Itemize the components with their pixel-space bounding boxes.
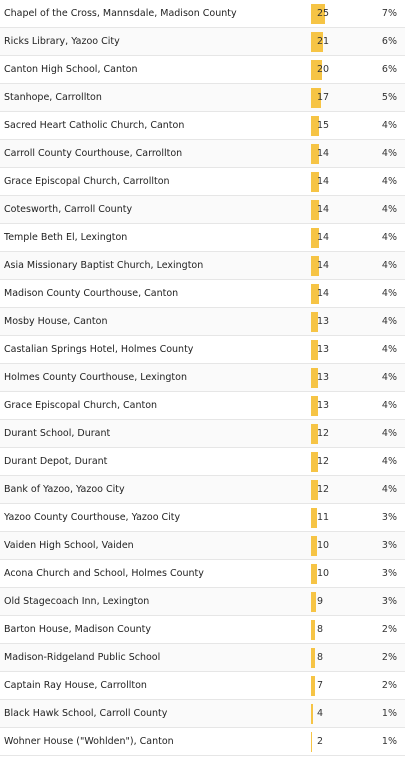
percent-value: 3% xyxy=(381,540,397,551)
count-value: 11 xyxy=(317,512,330,523)
location-name[interactable]: Vaiden High School, Vaiden xyxy=(4,540,134,551)
location-name[interactable]: Carroll County Courthouse, Carrollton xyxy=(4,148,183,159)
percent-value: 2% xyxy=(381,624,397,635)
table-row[interactable] xyxy=(0,0,405,28)
percent-value: 4% xyxy=(381,148,397,159)
count-value: 4 xyxy=(317,708,324,719)
location-name[interactable]: Cotesworth, Carroll County xyxy=(4,204,133,215)
count-bar-cell xyxy=(311,560,367,588)
percent-value: 4% xyxy=(381,120,397,131)
location-name[interactable]: Castalian Springs Hotel, Holmes County xyxy=(4,344,194,355)
count-bar-cell xyxy=(311,56,367,84)
table-row[interactable] xyxy=(0,28,405,56)
table-row[interactable] xyxy=(0,532,405,560)
table-row[interactable] xyxy=(0,420,405,448)
percent-value: 6% xyxy=(381,36,397,47)
count-value: 13 xyxy=(317,316,330,327)
count-bar-cell xyxy=(311,728,367,756)
count-value: 13 xyxy=(317,372,330,383)
table-row[interactable] xyxy=(0,448,405,476)
table-row[interactable] xyxy=(0,364,405,392)
percent-value: 4% xyxy=(381,316,397,327)
count-value: 21 xyxy=(317,36,330,47)
count-bar-cell xyxy=(311,28,367,56)
table-row[interactable] xyxy=(0,644,405,672)
location-name[interactable]: Acona Church and School, Holmes County xyxy=(4,568,204,579)
count-value: 14 xyxy=(317,148,330,159)
table-row[interactable] xyxy=(0,280,405,308)
count-bar-cell xyxy=(311,112,367,140)
count-bar-cell xyxy=(311,504,367,532)
table-row[interactable] xyxy=(0,700,405,728)
table-row[interactable] xyxy=(0,140,405,168)
count-bar xyxy=(311,704,313,724)
count-bar-cell xyxy=(311,616,367,644)
location-name[interactable]: Madison County Courthouse, Canton xyxy=(4,288,179,299)
table-row[interactable] xyxy=(0,504,405,532)
count-value: 13 xyxy=(317,344,330,355)
table-row[interactable] xyxy=(0,168,405,196)
count-bar xyxy=(311,620,315,640)
count-value: 9 xyxy=(317,596,324,607)
location-name[interactable]: Old Stagecoach Inn, Lexington xyxy=(4,596,150,607)
count-bar xyxy=(311,676,315,696)
location-name[interactable]: Holmes County Courthouse, Lexington xyxy=(4,372,187,383)
location-name[interactable]: Sacred Heart Catholic Church, Canton xyxy=(4,120,185,131)
count-value: 20 xyxy=(317,64,330,75)
count-bar-cell xyxy=(311,168,367,196)
percent-value: 1% xyxy=(381,736,397,747)
table-row[interactable] xyxy=(0,112,405,140)
percent-value: 4% xyxy=(381,204,397,215)
percent-value: 4% xyxy=(381,260,397,271)
table-row[interactable] xyxy=(0,392,405,420)
percent-value: 3% xyxy=(381,568,397,579)
percent-value: 4% xyxy=(381,288,397,299)
count-value: 14 xyxy=(317,176,330,187)
count-bar-cell xyxy=(311,84,367,112)
count-value: 10 xyxy=(317,540,330,551)
count-bar-cell xyxy=(311,252,367,280)
count-value: 14 xyxy=(317,204,330,215)
count-bar-cell xyxy=(311,280,367,308)
table-row[interactable] xyxy=(0,560,405,588)
count-bar-cell xyxy=(311,140,367,168)
percent-value: 2% xyxy=(381,652,397,663)
table-row[interactable] xyxy=(0,672,405,700)
percent-value: 6% xyxy=(381,64,397,75)
percent-value: 5% xyxy=(381,92,397,103)
count-bar-cell xyxy=(311,224,367,252)
table-row[interactable] xyxy=(0,616,405,644)
count-bar-cell xyxy=(311,448,367,476)
count-bar-cell xyxy=(311,672,367,700)
location-name[interactable]: Black Hawk School, Carroll County xyxy=(4,708,168,719)
location-name[interactable]: Mosby House, Canton xyxy=(4,316,108,327)
percent-value: 3% xyxy=(381,596,397,607)
table-row[interactable] xyxy=(0,252,405,280)
percent-value: 4% xyxy=(381,400,397,411)
table-row[interactable] xyxy=(0,196,405,224)
table-row[interactable] xyxy=(0,476,405,504)
count-bar-cell xyxy=(311,476,367,504)
count-bar-cell xyxy=(311,196,367,224)
count-value: 14 xyxy=(317,260,330,271)
count-value: 12 xyxy=(317,428,330,439)
count-value: 8 xyxy=(317,652,324,663)
percent-value: 4% xyxy=(381,428,397,439)
location-name[interactable]: Grace Episcopal Church, Carrollton xyxy=(4,176,170,187)
location-name[interactable]: Durant School, Durant xyxy=(4,428,111,439)
location-name[interactable]: Temple Beth El, Lexington xyxy=(4,232,128,243)
count-value: 12 xyxy=(317,484,330,495)
table-row[interactable] xyxy=(0,84,405,112)
count-value: 8 xyxy=(317,624,324,635)
percent-value: 1% xyxy=(381,708,397,719)
location-name[interactable]: Wohner House ("Wohlden"), Canton xyxy=(4,736,174,747)
count-bar-cell xyxy=(311,532,367,560)
count-bar xyxy=(311,648,315,668)
table-row[interactable] xyxy=(0,728,405,756)
count-value: 14 xyxy=(317,288,330,299)
percent-value: 4% xyxy=(381,372,397,383)
percent-value: 4% xyxy=(381,232,397,243)
count-value: 15 xyxy=(317,120,330,131)
table-row[interactable] xyxy=(0,308,405,336)
count-bar xyxy=(311,732,312,752)
percent-value: 3% xyxy=(381,512,397,523)
count-bar-cell xyxy=(311,364,367,392)
table-row[interactable] xyxy=(0,224,405,252)
count-bar-cell xyxy=(311,308,367,336)
percent-value: 4% xyxy=(381,344,397,355)
percent-value: 2% xyxy=(381,680,397,691)
count-value: 2 xyxy=(317,736,324,747)
location-name[interactable]: Durant Depot, Durant xyxy=(4,456,108,467)
count-bar-cell xyxy=(311,700,367,728)
count-value: 7 xyxy=(317,680,324,691)
count-bar-cell xyxy=(311,0,367,28)
count-value: 12 xyxy=(317,456,330,467)
location-name[interactable]: Canton High School, Canton xyxy=(4,64,138,75)
count-bar-cell xyxy=(311,644,367,672)
location-name[interactable]: Captain Ray House, Carrollton xyxy=(4,680,147,691)
count-value: 17 xyxy=(317,92,330,103)
count-value: 13 xyxy=(317,400,330,411)
percent-value: 4% xyxy=(381,456,397,467)
count-value: 25 xyxy=(317,8,330,19)
location-name[interactable]: Bank of Yazoo, Yazoo City xyxy=(4,484,125,495)
location-name[interactable]: Grace Episcopal Church, Canton xyxy=(4,400,158,411)
location-name[interactable]: Stanhope, Carrollton xyxy=(4,92,102,103)
percent-value: 4% xyxy=(381,176,397,187)
table-row[interactable] xyxy=(0,588,405,616)
location-name[interactable]: Chapel of the Cross, Mannsdale, Madison County xyxy=(4,8,237,19)
location-name[interactable]: Yazoo County Courthouse, Yazoo City xyxy=(4,512,181,523)
location-name[interactable]: Madison-Ridgeland Public School xyxy=(4,652,161,663)
location-name[interactable]: Ricks Library, Yazoo City xyxy=(4,36,120,47)
percent-value: 4% xyxy=(381,484,397,495)
location-name[interactable]: Barton House, Madison County xyxy=(4,624,151,635)
table-row[interactable] xyxy=(0,336,405,364)
location-name[interactable]: Asia Missionary Baptist Church, Lexington xyxy=(4,260,204,271)
count-value: 10 xyxy=(317,568,330,579)
percent-value: 7% xyxy=(381,8,397,19)
table-row[interactable] xyxy=(0,56,405,84)
count-bar-cell xyxy=(311,392,367,420)
count-value: 14 xyxy=(317,232,330,243)
count-bar-cell xyxy=(311,420,367,448)
count-bar-cell xyxy=(311,336,367,364)
count-bar xyxy=(311,592,316,612)
count-bar-cell xyxy=(311,588,367,616)
